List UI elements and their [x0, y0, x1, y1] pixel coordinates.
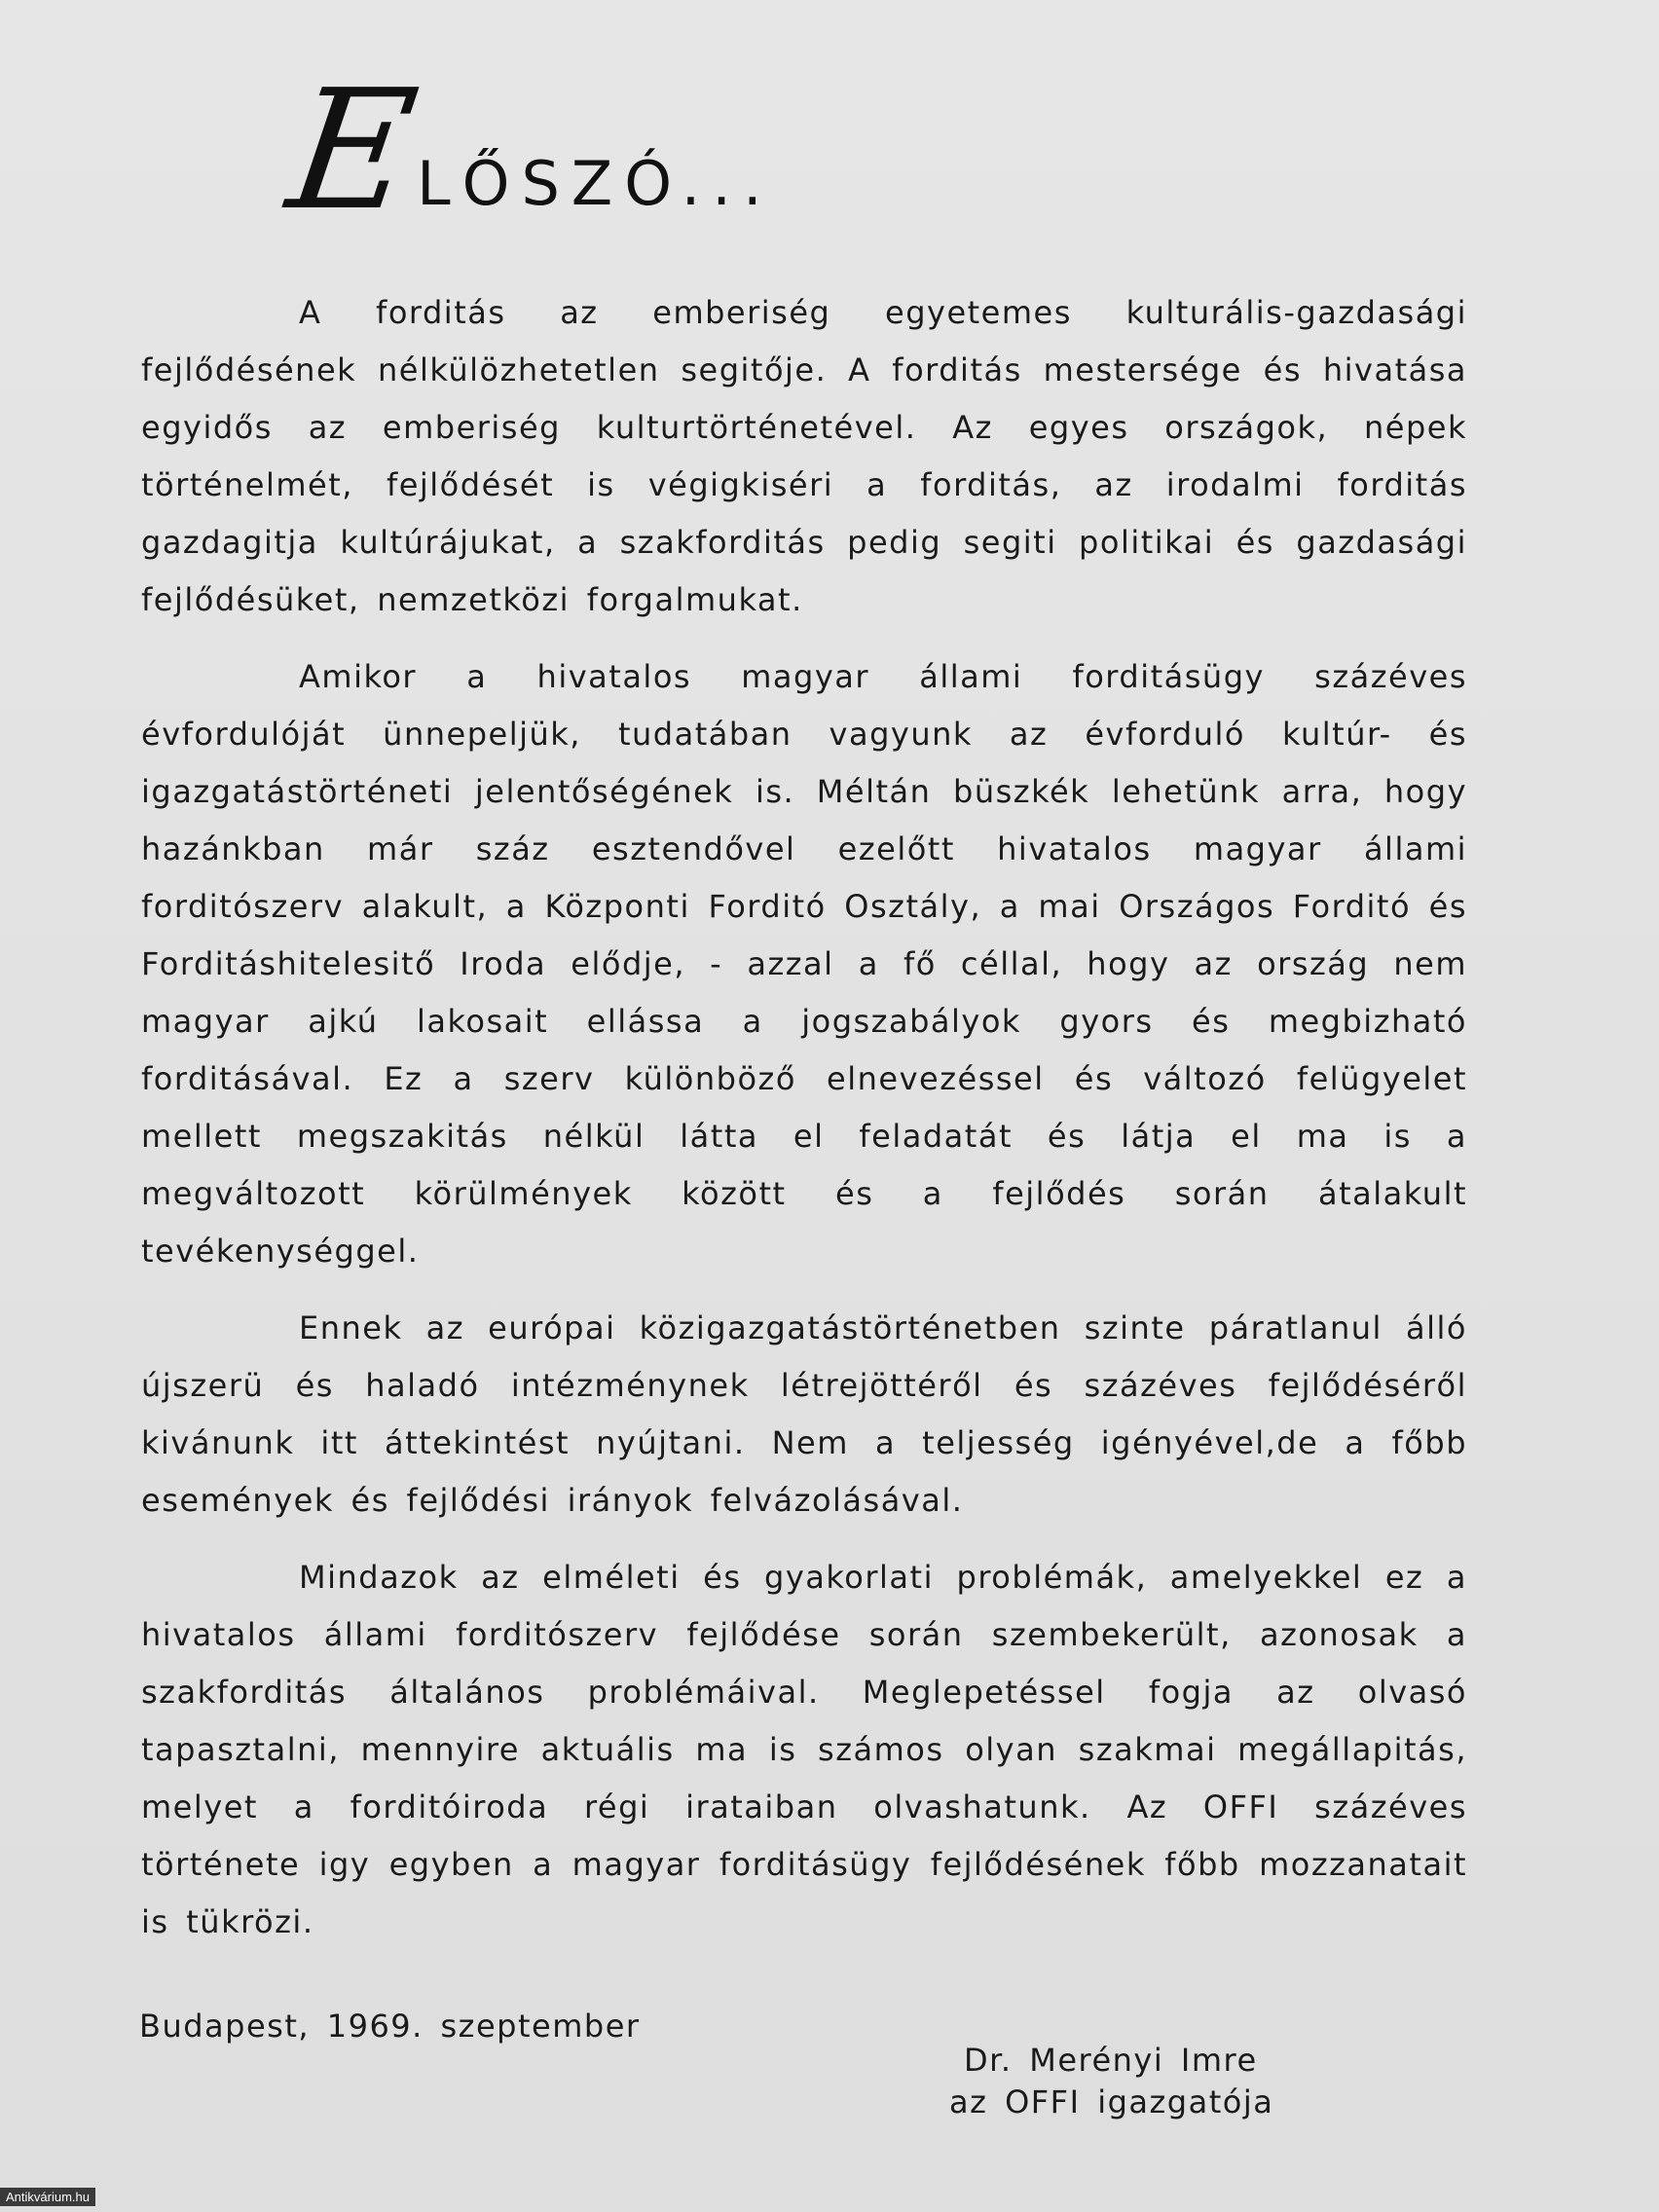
page-title: [278, 55, 774, 247]
title-initial: E: [278, 55, 427, 247]
paragraph-1: A forditás az emberiség egyetemes kulturális-gazdasági fejlődésének nélkülözhetetlen segitője. A forditás mestersége és hivatása egyidős az emberiség kulturtörténetével. Az egyes országok, népek történelmét, fejlődését is végigkiséri a forditás, az irodalmi forditás gazdagitja kultúrájukat, a szakforditás pedig segiti politikai és gazdasági fejlődésüket, nemzetközi forgalmukat.: [141, 294, 1467, 618]
dateline: Budapest, 1969. szeptember: [139, 2008, 641, 2045]
paragraph-3: Ennek az európai közigazgatástörténetben szinte páratlanul álló újszerü és haladó intézménynek létrejöttéről és százéves fejlődéséről kivánunk itt áttekintést nyújtani. Nem a teljesség igényével,de a főbb események és fejlődési irányok felvázolásával.: [141, 1309, 1467, 1519]
body-text: [141, 284, 1467, 1971]
signature-title: az OFFI igazgatója: [949, 2083, 1274, 2120]
watermark: Antikvárium.hu: [0, 2188, 95, 2206]
signature-name: Dr. Merényi Imre: [964, 2042, 1258, 2079]
paragraph-4: Mindazok az elméleti és gyakorlati problémák, amelyekkel ez a hivatalos állami forditószerv fejlődése során szembekerült, azonosak a szakforditás általános problémáival. Meglepetéssel fogja az olvasó tapasztalni, mennyire aktuális ma is számos olyan szakmai megállapitás, melyet a forditóiroda régi irataiban olvashatunk. Az OFFI százéves története igy egyben a magyar forditásügy fejlődésének főbb mozzanatait is tükrözi.: [141, 1559, 1467, 1940]
title-text: LŐSZÓ...: [417, 148, 774, 219]
paragraph-2: Amikor a hivatalos magyar állami forditásügy százéves évfordulóját ünnepeljük, tudatában vagyunk az évforduló kultúr- és igazgatástörténeti jelentőségének is. Méltán büszkék lehetünk arra, hogy hazánkban már száz esztendővel ezelőtt hivatalos magyar állami forditószerv alakult, a Központi Forditó Osztály, a mai Országos Forditó és Forditáshitelesitő Iroda elődje, - azzal a fő céllal, hogy az ország nem magyar ajkú lakosait ellássa a jogszabályok gyors és megbizható forditásával. Ez a szerv különböző elnevezéssel és változó felügyelet mellett megszakitás nélkül látta el feladatát és látja el ma is a megváltozott körülmények között és a fejlődés során átalakult tevékenységgel.: [141, 658, 1467, 1270]
